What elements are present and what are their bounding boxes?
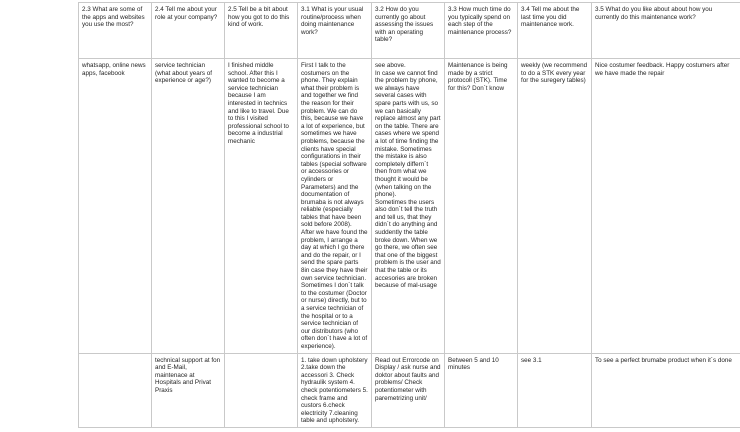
- table-cell: see 3.1: [518, 353, 592, 427]
- interview-table: [78, 2, 740, 428]
- header-row: [79, 3, 740, 59]
- table-cell: Between 5 and 10 minutes: [445, 353, 518, 427]
- table-cell: technical support at fon and E-Mail, maintenace at Hospitals and Privat Praxis: [152, 353, 225, 427]
- table-cell: weekly (we recommend to do a STK every year for the suregery tables): [518, 59, 592, 354]
- table-cell: Maintenance is being made by a strict protocoll (STK). Time for this? Don´t know: [445, 59, 518, 354]
- header-cell: 2.4 Tell me about your role at your company?: [152, 3, 225, 59]
- table-row: [79, 353, 740, 427]
- header-cell: 3.4 Tell me about the last time you did maintenance work.: [518, 3, 592, 59]
- table-cell: service technician (what about years of experience or age?): [152, 59, 225, 354]
- table-cell: see above. In case we cannot find the problem by phone, we always have several cases with spare parts with us, so we can basically replace almost any part on the table. There are cases where we spend a lot of time finding the mistake. Sometimes the mistake is also completely differn´t then from what we thought it would be (when talking on the phone). Sometimes the users also don´t tell the truth and tell us, that they didn´t do anything and suddently the table broke down. When we go there, we often see that one of the biggest problem is the user and that the table or its accesories are broken because of mal-usage: [372, 59, 445, 354]
- header-cell: 3.1 What is your usual routine/process when doing maintenance work?: [298, 3, 372, 59]
- header-cell: 3.2 How do you currently go about assessing the issues with an operating table?: [372, 3, 445, 59]
- table-row: [79, 59, 740, 354]
- table-cell: To see a perfect brumabe product when it´s done: [592, 353, 740, 427]
- table-cell: Read out Errorcode on Display / ask nurse and doktor about faults and problems/ Check potentiometer with paremetrizing unit/: [372, 353, 445, 427]
- table-cell: I finished middle school. After this I wanted to become a service technician because I am interested in technics and like to travel. Due to this I visited professional school to become a industrial mechanic: [225, 59, 298, 354]
- header-cell: 2.3 What are some of the apps and websites you use the most?: [79, 3, 152, 59]
- table-cell: whatsapp, online news apps, facebook: [79, 59, 152, 354]
- table-cell: First I talk to the costumers on the phone. They explain what their problem is and together we find the reason for their problem. We can do this, because we have a lot of experience, but sometimes we have problems, because the clients have special configurations in their tables (special software or accessories or cylinders or Parameters) and the documentation of brumaba is not always reliable (especially tables that have been sold before 2008). After we have found the problem, I arrange a day at which I go there and do the repair, or I send the spare parts 8in case they have their own service technician. Sometimes I don´t talk to the costumer (Doctor or nurse) directly, but to a service technician of the hospital or to a service technician of our distributors (who often don´t have a lot of experience).: [298, 59, 372, 354]
- table-cell: 1. take down upholstery 2.take down the accessori 3. Check hydraulik system 4. check potentiometers 5. check frame and custors 6.check electricity 7.cleaning table and upholstery.: [298, 353, 372, 427]
- table-cell: [225, 353, 298, 427]
- header-cell: 3.5 What do you like about about how you currently do this maintenance work?: [592, 3, 740, 59]
- table-cell: Nice costumer feedback. Happy costumers after we have made the repair: [592, 59, 740, 354]
- table-cell: [79, 353, 152, 427]
- header-cell: 3.3 How much time do you typically spend on each step of the maintenance process?: [445, 3, 518, 59]
- header-cell: 2.5 Tell be a bit about how you got to do this kind of work.: [225, 3, 298, 59]
